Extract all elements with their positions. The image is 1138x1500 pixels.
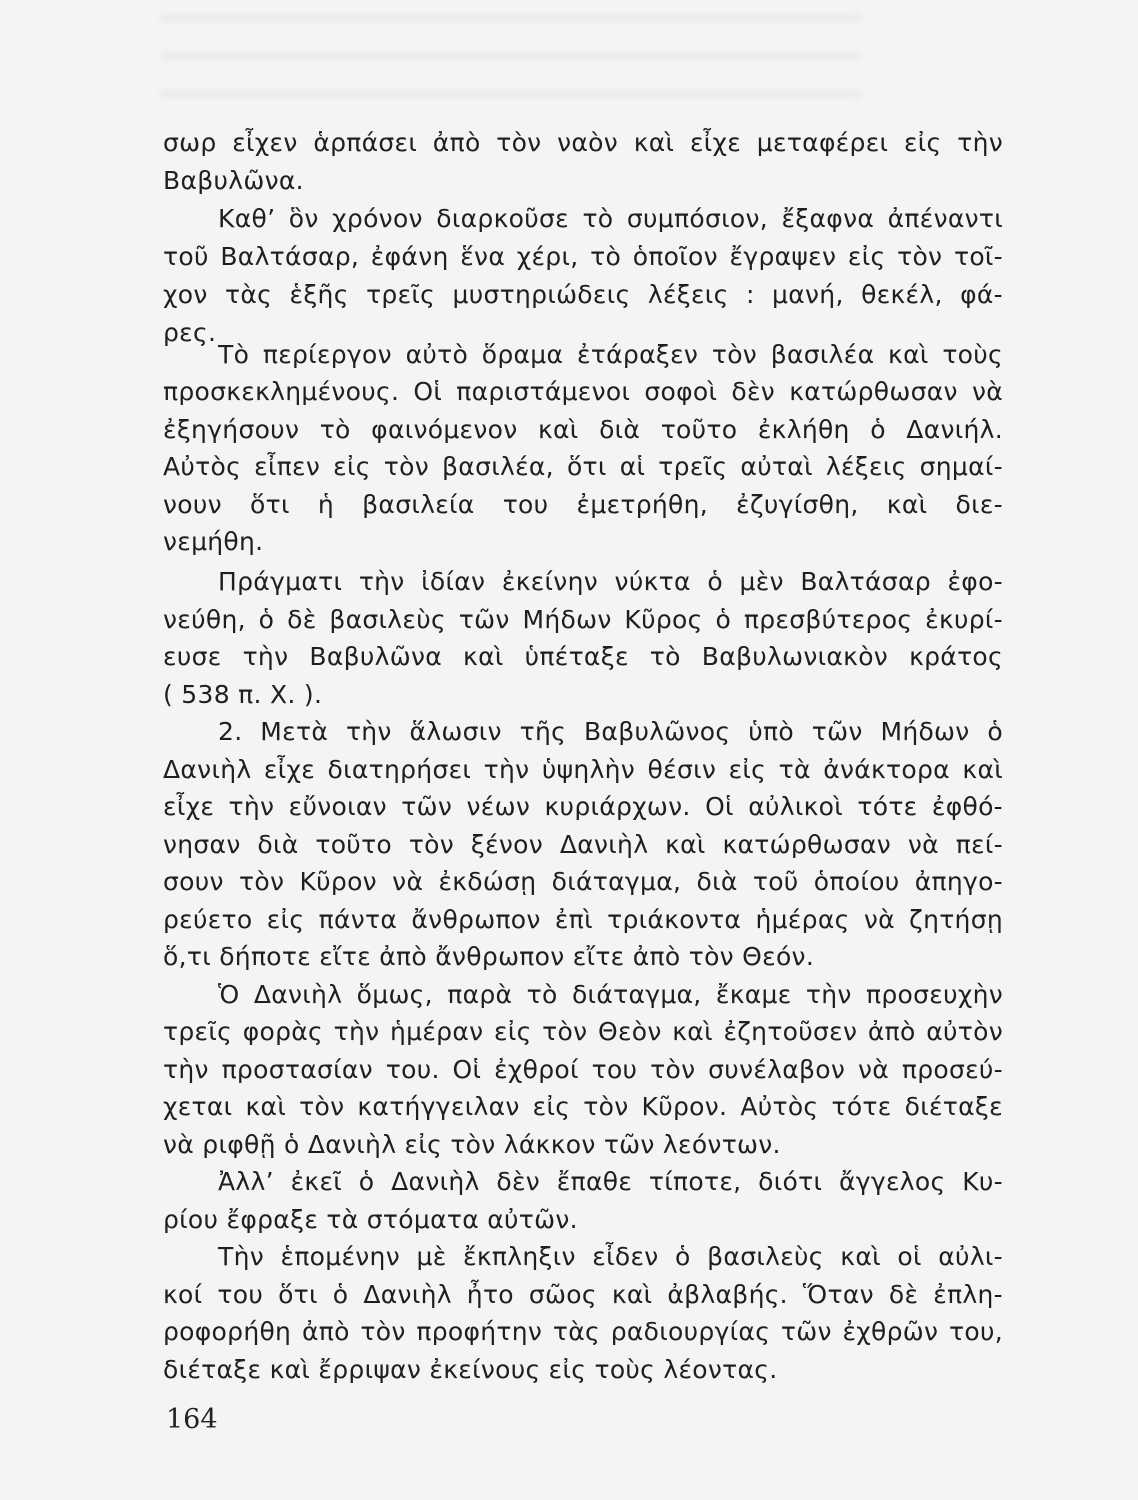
text-line: νεύθη, ὁ δὲ βασιλεὺς τῶν Μήδων Κῦρος ὁ πρεσβύτερος ἐκυρί- xyxy=(163,605,1003,634)
text-line: ὅ,τι δήποτε εἴτε ἀπὸ ἄνθρωπον εἴτε ἀπὸ τὸν Θεόν. xyxy=(163,942,815,971)
text-line: εἶχε τὴν εὔνοιαν τῶν νέων κυριάρχων. Οἱ αὐλικοὶ τότε ἐφθό- xyxy=(163,792,1003,821)
text-line: Καθ’ ὃν χρόνον διαρκοῦσε τὸ συμπόσιον, ἔξαφνα ἀπέναντι xyxy=(218,204,1003,233)
text-line: χον τὰς ἑξῆς τρεῖς μυστηριώδεις λέξεις : μανή, θεκέλ, φά- xyxy=(163,280,1003,309)
text-line: ρεύετο εἰς πάντα ἄνθρωπον ἐπὶ τριάκοντα ἡμέρας νὰ ζητήσῃ xyxy=(163,905,1003,934)
text-line: κοί του ὅτι ὁ Δανιὴλ ἦτο σῶος καὶ ἀβλαβής. Ὅταν δὲ ἐπλη- xyxy=(163,1280,1003,1309)
text-line: ἐξηγήσουν τὸ φαινόμενον καὶ διὰ τοῦτο ἐκλήθη ὁ Δανιήλ. xyxy=(163,415,1003,444)
text-line: διέταξε καὶ ἔρριψαν ἐκείνους εἰς τοὺς λέοντας. xyxy=(163,1355,778,1384)
text-line: τοῦ Βαλτάσαρ, ἐφάνη ἕνα χέρι, τὸ ὁποῖον ἔγραψεν εἰς τὸν τοῖ- xyxy=(163,242,1003,271)
text-line: Δανιὴλ εἶχε διατηρήσει τὴν ὑψηλὴν θέσιν εἰς τὰ ἀνάκτορα καὶ xyxy=(163,755,1003,784)
text-line: Ἀλλ’ ἐκεῖ ὁ Δανιὴλ δὲν ἔπαθε τίποτε, διότι ἄγγελος Κυ- xyxy=(218,1167,1003,1196)
text-line: 2. Μετὰ τὴν ἅλωσιν τῆς Βαβυλῶνος ὑπὸ τῶν Μήδων ὁ xyxy=(218,717,1003,746)
text-line: ευσε τὴν Βαβυλῶνα καὶ ὑπέταξε τὸ Βαβυλωνιακὸν κράτος xyxy=(163,642,1003,671)
text-line: ροφορήθη ἀπὸ τὸν προφήτην τὰς ραδιουργίας τῶν ἐχθρῶν του, xyxy=(163,1317,1003,1346)
text-line: ( 538 π. Χ. ). xyxy=(163,680,323,709)
text-line: Βαβυλῶνα. xyxy=(163,166,304,195)
text-line: Τὸ περίεργον αὐτὸ ὅραμα ἐτάραξεν τὸν βασιλέα καὶ τοὺς xyxy=(218,340,1003,369)
text-line: νουν ὅτι ἡ βασιλεία του ἐμετρήθη, ἐζυγίσθη, καὶ διε- xyxy=(163,490,1003,519)
text-line: νὰ ριφθῇ ὁ Δανιὴλ εἰς τὸν λάκκον τῶν λεόντων. xyxy=(163,1130,781,1159)
show-through-text xyxy=(160,0,860,110)
text-line: νεμήθη. xyxy=(163,527,264,556)
text-line: ρες. xyxy=(163,318,217,347)
text-line: Πράγματι τὴν ἰδίαν ἐκείνην νύκτα ὁ μὲν Βαλτάσαρ ἐφο- xyxy=(218,567,1003,596)
text-line: νησαν διὰ τοῦτο τὸν ξένον Δανιὴλ καὶ κατώρθωσαν νὰ πεί- xyxy=(163,830,1003,859)
text-line: χεται καὶ τὸν κατήγγειλαν εἰς τὸν Κῦρον. Αὐτὸς τότε διέταξε xyxy=(163,1092,1003,1121)
text-line: σουν τὸν Κῦρον νὰ ἐκδώσῃ διάταγμα, διὰ τοῦ ὁποίου ἀπηγο- xyxy=(163,867,1003,896)
text-line: Τὴν ἑπομένην μὲ ἔκπληξιν εἶδεν ὁ βασιλεὺς καὶ οἱ αὐλι- xyxy=(218,1242,1003,1271)
text-line: τὴν προστασίαν του. Οἱ ἐχθροί του τὸν συνέλαβον νὰ προσεύ- xyxy=(163,1055,1003,1084)
text-line: Ὁ Δανιὴλ ὅμως, παρὰ τὸ διάταγμα, ἔκαμε τὴν προσευχὴν xyxy=(218,980,1003,1009)
page-number: 164 xyxy=(166,1404,218,1435)
text-line: τρεῖς φορὰς τὴν ἡμέραν εἰς τὸν Θεὸν καὶ ἐζητοῦσεν ἀπὸ αὐτὸν xyxy=(163,1017,1003,1046)
text-line: ρίου ἔφραξε τὰ στόματα αὐτῶν. xyxy=(163,1205,578,1234)
text-line: Αὐτὸς εἶπεν εἰς τὸν βασιλέα, ὅτι αἱ τρεῖς αὐταὶ λέξεις σημαί- xyxy=(163,452,1003,481)
text-line: σωρ εἶχεν ἁρπάσει ἀπὸ τὸν ναὸν καὶ εἶχε μεταφέρει εἰς τὴν xyxy=(163,128,1003,157)
text-line: προσκεκλημένους. Οἱ παριστάμενοι σοφοὶ δὲν κατώρθωσαν νὰ xyxy=(163,377,1003,406)
